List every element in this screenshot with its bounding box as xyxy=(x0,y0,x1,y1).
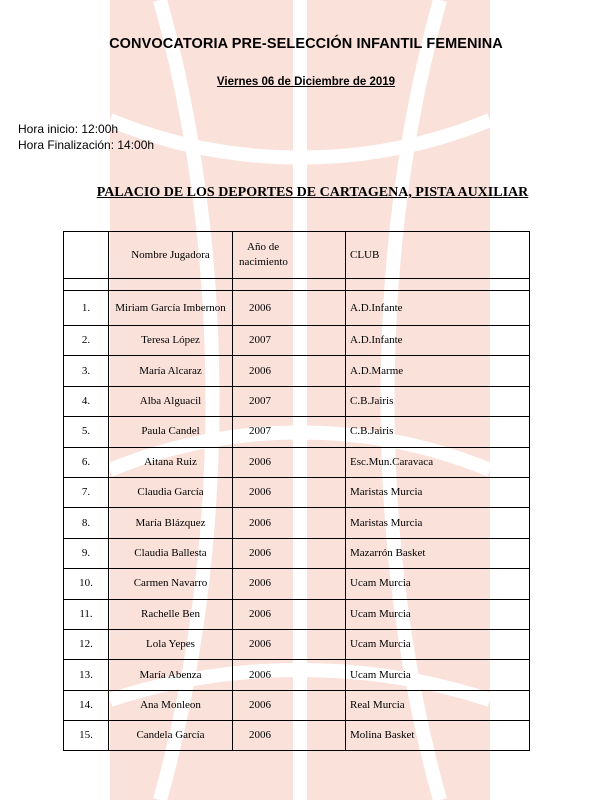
birth-year: 2006 xyxy=(233,599,346,629)
club-name: Maristas Murcia xyxy=(346,508,530,538)
club-name: A.D.Infante xyxy=(346,326,530,356)
event-date: Viernes 06 de Diciembre de 2019 xyxy=(216,76,396,88)
player-name: María Blázquez xyxy=(109,508,233,538)
birth-year: 2007 xyxy=(233,326,346,356)
document-title: CONVOCATORIA PRE-SELECCIÓN INFANTIL FEMENINA xyxy=(109,36,503,52)
birth-year: 2006 xyxy=(233,447,346,477)
birth-year: 2007 xyxy=(233,417,346,447)
row-number: 2. xyxy=(64,326,109,356)
club-name: Ucam Murcia xyxy=(346,660,530,690)
table-row xyxy=(64,356,530,386)
row-number: 1. xyxy=(64,291,109,326)
row-number: 8. xyxy=(64,508,109,538)
table-row xyxy=(64,417,530,447)
venue-heading: PALACIO DE LOS DEPORTES DE CARTAGENA, PISTA AUXILIAR xyxy=(96,185,529,200)
table-row xyxy=(64,326,530,356)
club-name: A.D.Infante xyxy=(346,291,530,326)
row-number: 11. xyxy=(64,599,109,629)
end-time: Hora Finalización: 14:00h xyxy=(18,138,155,152)
player-name: Candela García xyxy=(109,721,233,751)
players-table xyxy=(63,231,530,751)
player-name: Miriam García Imbernon xyxy=(109,291,233,326)
birth-year: 2006 xyxy=(233,660,346,690)
header-birth-year-line2: nacimiento xyxy=(239,256,288,268)
table-row xyxy=(64,447,530,477)
table-row xyxy=(64,538,530,568)
table-row xyxy=(64,690,530,720)
table-row xyxy=(64,508,530,538)
header-name-label: Nombre Jugadora xyxy=(131,248,210,261)
row-number: 14. xyxy=(64,690,109,720)
birth-year: 2007 xyxy=(233,386,346,416)
header-club xyxy=(346,232,530,279)
player-name: Rachelle Ben xyxy=(109,599,233,629)
row-number: 3. xyxy=(64,356,109,386)
birth-year: 2006 xyxy=(233,538,346,568)
club-name: Mazarrón Basket xyxy=(346,538,530,568)
table-row xyxy=(64,386,530,416)
player-name: Carmen Navarro xyxy=(109,569,233,599)
club-name: Molina Basket xyxy=(346,721,530,751)
row-number: 15. xyxy=(64,721,109,751)
birth-year: 2006 xyxy=(233,690,346,720)
player-name: Lola Yepes xyxy=(109,629,233,659)
player-name: María Alcaraz xyxy=(109,356,233,386)
player-name: Paula Candel xyxy=(109,417,233,447)
player-name: Ana Monleon xyxy=(109,690,233,720)
table-row xyxy=(64,599,530,629)
header-name xyxy=(109,232,233,279)
table-row xyxy=(64,477,530,507)
birth-year: 2006 xyxy=(233,569,346,599)
row-number: 12. xyxy=(64,629,109,659)
player-name: Claudia Ballesta xyxy=(109,538,233,568)
table-row xyxy=(64,291,530,326)
header-number xyxy=(64,232,109,279)
player-name: Claudia García xyxy=(109,477,233,507)
club-name: Ucam Murcia xyxy=(346,599,530,629)
player-name: Alba Alguacil xyxy=(109,386,233,416)
table-row xyxy=(64,629,530,659)
row-number: 4. xyxy=(64,386,109,416)
club-name: A.D.Marme xyxy=(346,356,530,386)
club-name: Ucam Murcia xyxy=(346,629,530,659)
club-name: Ucam Murcia xyxy=(346,569,530,599)
row-number: 9. xyxy=(64,538,109,568)
table-header-row xyxy=(64,232,530,279)
birth-year: 2006 xyxy=(233,508,346,538)
row-number: 10. xyxy=(64,569,109,599)
start-time: Hora inicio: 12:00h xyxy=(18,122,119,136)
table-row xyxy=(64,660,530,690)
club-name: C.B.Jairis xyxy=(346,417,530,447)
player-name: Teresa López xyxy=(109,326,233,356)
row-number: 5. xyxy=(64,417,109,447)
birth-year: 2006 xyxy=(233,291,346,326)
header-birth-year xyxy=(233,232,346,279)
birth-year: 2006 xyxy=(233,356,346,386)
club-name: Maristas Murcia xyxy=(346,477,530,507)
player-name: María Abenza xyxy=(109,660,233,690)
club-name: C.B.Jairis xyxy=(346,386,530,416)
birth-year: 2006 xyxy=(233,629,346,659)
table-spacer-row xyxy=(64,279,530,291)
birth-year: 2006 xyxy=(233,477,346,507)
table-row xyxy=(64,569,530,599)
birth-year: 2006 xyxy=(233,721,346,751)
club-name: Real Murcia xyxy=(346,690,530,720)
club-name: Esc.Mun.Caravaca xyxy=(346,447,530,477)
player-name: Aitana Ruiz xyxy=(109,447,233,477)
table-row xyxy=(64,721,530,751)
header-birth-year-line1: Año de xyxy=(247,241,280,254)
row-number: 6. xyxy=(64,447,109,477)
header-club-label: CLUB xyxy=(350,248,380,261)
row-number: 13. xyxy=(64,660,109,690)
row-number: 7. xyxy=(64,477,109,507)
